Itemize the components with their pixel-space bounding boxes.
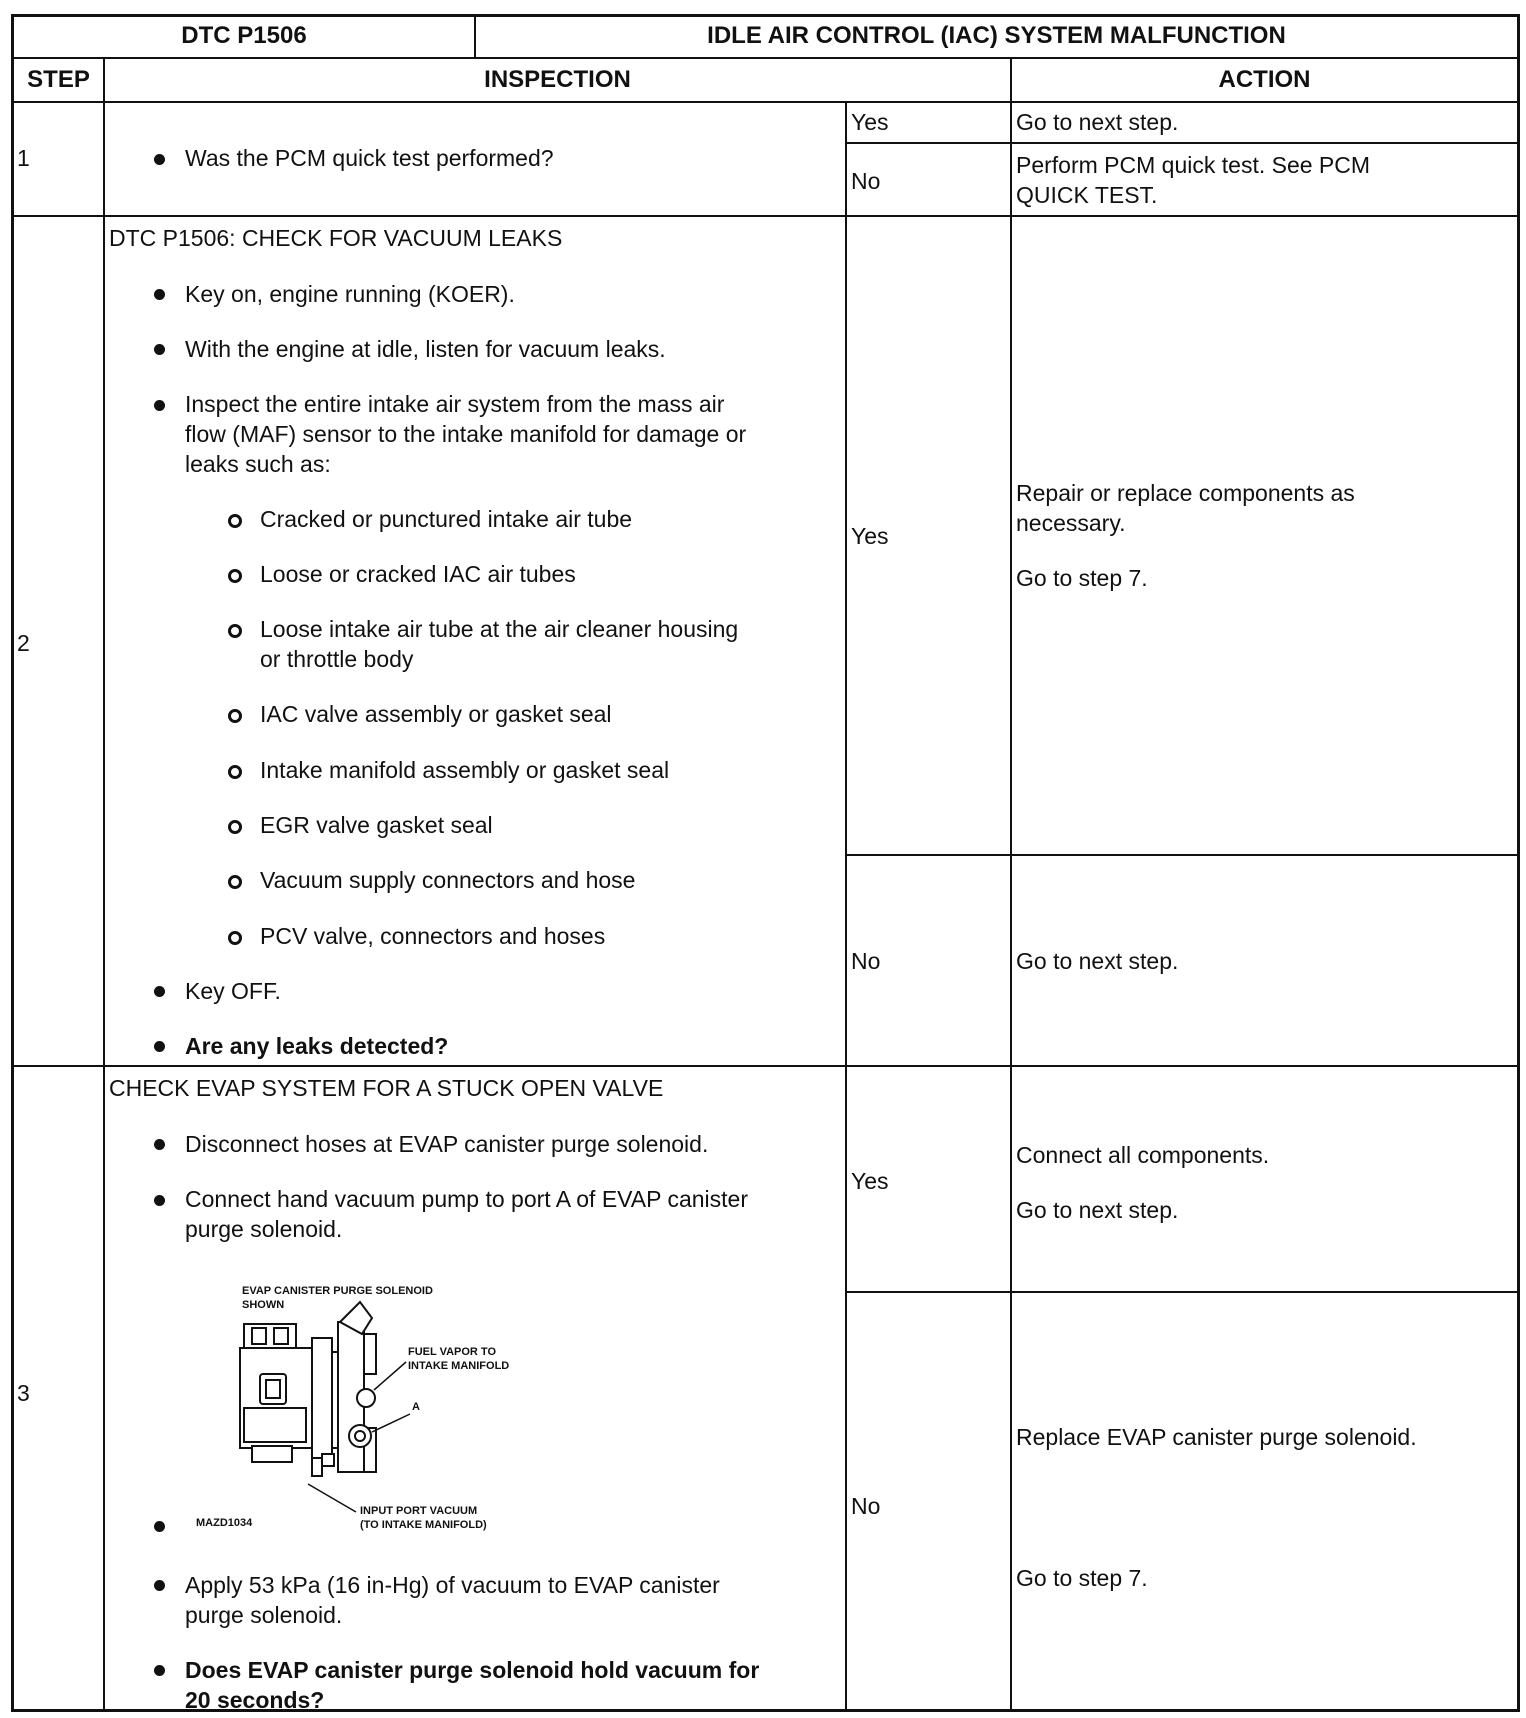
bullet-icon xyxy=(154,1139,165,1150)
column-header-divider xyxy=(11,101,1520,103)
step3-bullet3-line1: Apply 53 kPa (16 in-Hg) of vacuum to EVAP canister xyxy=(185,1572,720,1598)
bullet-icon xyxy=(154,1665,165,1676)
bullet-icon xyxy=(154,986,165,997)
table-border-top xyxy=(11,14,1520,17)
step2-sub2: Loose or cracked IAC air tubes xyxy=(260,561,576,587)
step3-bullet3-line2: purge solenoid. xyxy=(185,1602,343,1628)
step2-yes-label: Yes xyxy=(851,523,889,549)
sub-bullet-icon xyxy=(228,624,242,638)
step2-yes-no-divider xyxy=(845,854,1520,856)
step3-bullet4-line1: Does EVAP canister purge solenoid hold vacuum for xyxy=(185,1657,760,1683)
evap-purge-solenoid-diagram xyxy=(196,1278,560,1538)
step2-bullet5: Are any leaks detected? xyxy=(185,1033,449,1059)
solenoid-body-drawing xyxy=(240,1302,376,1476)
diagram-label-fuel-line1: FUEL VAPOR TO xyxy=(408,1346,497,1358)
diagram-label-fuel-line2: INTAKE MANIFOLD xyxy=(408,1360,510,1372)
column-header-inspection: INSPECTION xyxy=(484,66,631,93)
step2-yes-action-line3: Go to step 7. xyxy=(1016,565,1148,591)
step2-bullet3-line3: leaks such as: xyxy=(185,451,331,477)
step3-yes-label: Yes xyxy=(851,1168,889,1194)
column-header-action: ACTION xyxy=(1218,66,1311,93)
sub-bullet-icon xyxy=(228,820,242,834)
step1-no-action-line2: QUICK TEST. xyxy=(1016,182,1158,208)
bullet-icon xyxy=(154,400,165,411)
page-title: IDLE AIR CONTROL (IAC) SYSTEM MALFUNCTION xyxy=(707,22,1286,49)
step3-number: 3 xyxy=(17,1380,30,1406)
step2-number: 2 xyxy=(17,630,30,656)
table-border-left xyxy=(11,14,14,1712)
diagram-title-line2: SHOWN xyxy=(242,1299,285,1311)
bullet-icon xyxy=(154,1521,165,1532)
step2-bottom xyxy=(11,1065,1520,1067)
step2-sub7: Vacuum supply connectors and hose xyxy=(260,867,636,893)
step1-bullet: Was the PCM quick test performed? xyxy=(185,145,554,171)
diagram-code: MAZD1034 xyxy=(196,1517,253,1529)
diagram-label-port-a: A xyxy=(412,1401,420,1413)
step3-bullet2-line2: purge solenoid. xyxy=(185,1216,343,1242)
step2-sub1: Cracked or punctured intake air tube xyxy=(260,506,633,532)
step2-sub3-line2: or throttle body xyxy=(260,646,414,672)
diagram-label-input-line2: (TO INTAKE MANIFOLD) xyxy=(360,1519,487,1531)
bullet-icon xyxy=(154,1580,165,1591)
diagram-title-line1: EVAP CANISTER PURGE SOLENOID xyxy=(242,1285,433,1297)
step1-yes-action: Go to next step. xyxy=(1016,109,1179,135)
sub-bullet-icon xyxy=(228,875,242,889)
step2-bullet4: Key OFF. xyxy=(185,978,281,1004)
sub-bullet-icon xyxy=(228,931,242,945)
step2-no-label: No xyxy=(851,948,881,974)
step3-no-action-line2: Go to step 7. xyxy=(1016,1565,1148,1591)
diagram-label-input-line1: INPUT PORT VACUUM xyxy=(360,1505,478,1517)
bullet-icon xyxy=(154,289,165,300)
step2-sub6: EGR valve gasket seal xyxy=(260,812,493,838)
step1-no-action-line1: Perform PCM quick test. See PCM xyxy=(1016,152,1371,178)
step2-bullet2: With the engine at idle, listen for vacuum leaks. xyxy=(185,336,666,362)
step3-heading: CHECK EVAP SYSTEM FOR A STUCK OPEN VALVE xyxy=(109,1075,664,1101)
step2-yes-action-line1: Repair or replace components as xyxy=(1016,480,1355,506)
step1-yes-label: Yes xyxy=(851,109,889,135)
bullet-icon xyxy=(154,344,165,355)
bullet-icon xyxy=(154,154,165,165)
step2-bullet3-line2: flow (MAF) sensor to the intake manifold for damage or xyxy=(185,421,747,447)
column-header-step: STEP xyxy=(27,66,90,93)
step2-bullet3-line1: Inspect the entire intake air system from the mass air xyxy=(185,391,725,417)
header-divider xyxy=(11,57,1520,59)
step2-yes-action-line2: necessary. xyxy=(1016,510,1126,536)
step2-sub8: PCV valve, connectors and hoses xyxy=(260,923,606,949)
step1-number: 1 xyxy=(17,145,30,171)
answer-column-divider xyxy=(845,101,847,1711)
sub-bullet-icon xyxy=(228,709,242,723)
step3-bullet4-line2: 20 seconds? xyxy=(185,1687,325,1713)
step2-heading: DTC P1506: CHECK FOR VACUUM LEAKS xyxy=(109,225,563,251)
step2-sub5: Intake manifold assembly or gasket seal xyxy=(260,757,670,783)
step3-no-action-line1: Replace EVAP canister purge solenoid. xyxy=(1016,1424,1417,1450)
step2-sub3-line1: Loose intake air tube at the air cleaner housing xyxy=(260,616,739,642)
sub-bullet-icon xyxy=(228,765,242,779)
action-column-divider xyxy=(1010,57,1012,1711)
table-border-right xyxy=(1517,14,1520,1712)
step3-bullet1: Disconnect hoses at EVAP canister purge solenoid. xyxy=(185,1131,709,1157)
step1-bottom xyxy=(11,215,1520,217)
step2-sub4: IAC valve assembly or gasket seal xyxy=(260,701,612,727)
step3-yes-action-line1: Connect all components. xyxy=(1016,1142,1270,1168)
sub-bullet-icon xyxy=(228,514,242,528)
step2-no-action: Go to next step. xyxy=(1016,948,1179,974)
step3-yes-no-divider xyxy=(845,1291,1520,1293)
bullet-icon xyxy=(154,1041,165,1052)
step2-bullet1: Key on, engine running (KOER). xyxy=(185,281,515,307)
sub-bullet-icon xyxy=(228,569,242,583)
step3-no-label: No xyxy=(851,1493,881,1519)
dtc-code: DTC P1506 xyxy=(181,22,307,49)
step-column-divider xyxy=(103,57,105,1711)
step1-no-label: No xyxy=(851,168,881,194)
step3-bullet2-line1: Connect hand vacuum pump to port A of EVAP canister xyxy=(185,1186,748,1212)
step1-yes-no-divider xyxy=(845,142,1520,144)
bullet-icon xyxy=(154,1195,165,1206)
step3-yes-action-line2: Go to next step. xyxy=(1016,1197,1179,1223)
